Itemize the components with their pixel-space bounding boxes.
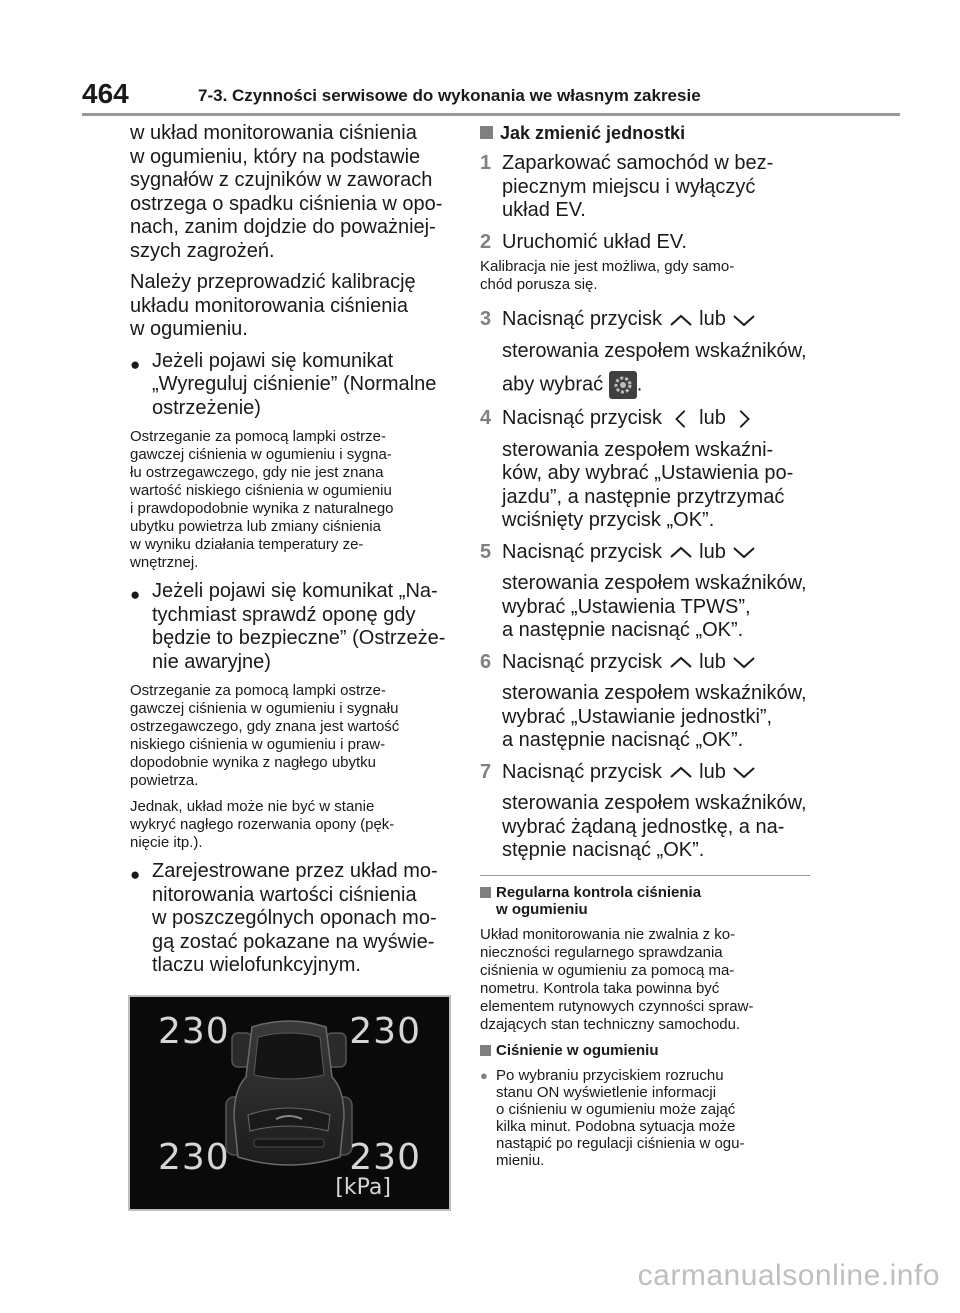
normal-warning-note: Ostrzeganie za pomocą lampki ostrze- gawczej ciśnienia w ogumieniu i sygna- łu ostrzegawczego, gdy nie jest znana wartość niskiego ciśnienia w ogumieniu i prawdopodobnie wynika z naturalnego ubytku powietrza lub zmiany ciśnienia w wyniku działania temperatury ze- wnętrznej. — [130, 428, 394, 571]
section-title: 7-3. Czynności serwisowe do wykonania we własnym zakresie — [198, 86, 701, 105]
right-column — [480, 122, 810, 1177]
page-number: 464 — [82, 78, 129, 109]
bullet-dot-icon: ● — [130, 865, 141, 884]
chevron-left-icon — [668, 409, 694, 429]
gear-icon — [609, 371, 637, 399]
step-5: 5 Nacisnąć przycisk lub sterowania zespołem wskaźników, wybrać „Ustawienia TPWS”, a następnie nacisnąć „OK”. — [480, 540, 807, 641]
square-bullet-icon — [480, 126, 493, 139]
tire-pressure-heading: Ciśnienie w ogumieniu — [480, 1042, 810, 1059]
front-right-pressure: 230 — [349, 1011, 421, 1052]
chevron-down-icon — [731, 765, 757, 779]
chevron-up-icon — [668, 313, 694, 327]
intro-paragraph: w układ monitorowania ciśnienia w ogumieniu, który na podstawie sygnałów z czujników w zaworach ostrzega o spadku ciśnienia w opo- nach, zanim dojdzie do poważniej- szych zagrożeń. — [130, 122, 443, 262]
watermark: carmanualsonline.info — [637, 1259, 940, 1292]
front-left-pressure: 230 — [158, 1011, 230, 1052]
left-column — [130, 122, 460, 986]
step-4: 4 Nacisnąć przycisk lub sterowania zespołem wskaźni- ków, aby wybrać „Ustawienia po- jazdu”, a następnie przytrzymać wciśnięty przycisk „OK”. — [480, 407, 794, 531]
header-divider — [82, 113, 900, 116]
chevron-down-icon — [731, 655, 757, 669]
bullet-dot-icon: ● — [130, 585, 141, 604]
step-7: 7 Nacisnąć przycisk lub sterowania zespołem wskaźników, wybrać żądaną jednostkę, a na- stępnie nacisnąć „OK”. — [480, 760, 807, 861]
bullet-dot-icon: ● — [130, 354, 141, 374]
rear-left-pressure: 230 — [158, 1137, 230, 1178]
emergency-warning-note-2: Jednak, układ może nie być w stanie wykryć nagłego rozerwania opony (pęk- nięcie itp.). — [130, 798, 395, 851]
step-6: 6 Nacisnąć przycisk lub sterowania zespołem wskaźników, wybrać „Ustawianie jednostki”, a następnie nacisnąć „OK”. — [480, 650, 807, 751]
chevron-up-icon — [668, 655, 694, 669]
chevron-right-icon — [731, 409, 757, 429]
chevron-down-icon — [731, 545, 757, 559]
square-bullet-icon — [480, 1045, 491, 1056]
chevron-up-icon — [668, 545, 694, 559]
tire-pressure-display — [128, 995, 451, 1211]
chevron-up-icon — [668, 765, 694, 779]
rear-right-pressure: 230 — [349, 1137, 421, 1178]
step-1: 1 Zaparkować samochód w bez- piecznym miejscu i wyłączyć układ EV. — [480, 152, 774, 221]
step-3: 3 Nacisnąć przycisk lub sterowania zespołem wskaźników, aby wybrać . — [480, 308, 810, 399]
regular-check-heading: Regularna kontrola ciśnienia w ogumieniu — [480, 884, 810, 918]
step-2: 2 Uruchomić układ EV. — [480, 230, 687, 253]
section-divider — [480, 875, 810, 876]
emergency-warning-note: Ostrzeganie za pomocą lampki ostrze- gawczej ciśnienia w ogumieniu i sygnału ostrzegawczego, gdy znana jest wartość niskiego ciśnienia w ogumieniu i praw- dopodobnie wynika z nagłego ubytku powietrza. — [130, 682, 400, 789]
tire-pressure-bullet: ● Po wybraniu przyciskiem rozruchu stanu ON wyświetlenie informacji o ciśnieniu w ogumieniu może zająć kilka minut. Podobna sytuacja może nastąpić po regulacji ciśnienia w ogu- mieniu. — [480, 1066, 745, 1169]
regular-check-body: Układ monitorowania nie zwalnia z ko- nieczności regularnego sprawdzania ciśnienia w ogumieniu za pomocą ma- nometru. Kontrola taka powinna być elementem rutynowych czynności spraw- dzających stan techniczny samochodu. — [480, 925, 754, 1033]
step-2-note: Kalibracja nie jest możliwa, gdy samo- chód porusza się. — [480, 258, 735, 293]
bullet-display-values: ● Zarejestrowane przez układ mo- nitorowania wartości ciśnienia w poszczególnych oponach mo- gą zostać pokazane na wyświe- tlaczu wielofunkcyjnym. — [130, 860, 438, 976]
square-bullet-icon — [480, 887, 491, 898]
bullet-dot-icon: ● — [480, 1067, 488, 1083]
calibration-paragraph: Należy przeprowadzić kalibrację układu monitorowania ciśnienia w ogumieniu. — [130, 271, 416, 340]
chevron-down-icon — [731, 313, 757, 327]
pressure-unit: [kPa] — [335, 1175, 391, 1200]
change-units-heading: Jak zmienić jednostki — [480, 122, 810, 144]
bullet-emergency-warning: ● Jeżeli pojawi się komunikat „Na- tychmiast sprawdź oponę gdy będzie to bezpieczne” (Ostrzeże- nie awaryjne) — [130, 580, 446, 673]
bullet-normal-warning: ● Jeżeli pojawi się komunikat „Wyreguluj ciśnienie” (Normalne ostrzeżenie) — [130, 349, 437, 419]
